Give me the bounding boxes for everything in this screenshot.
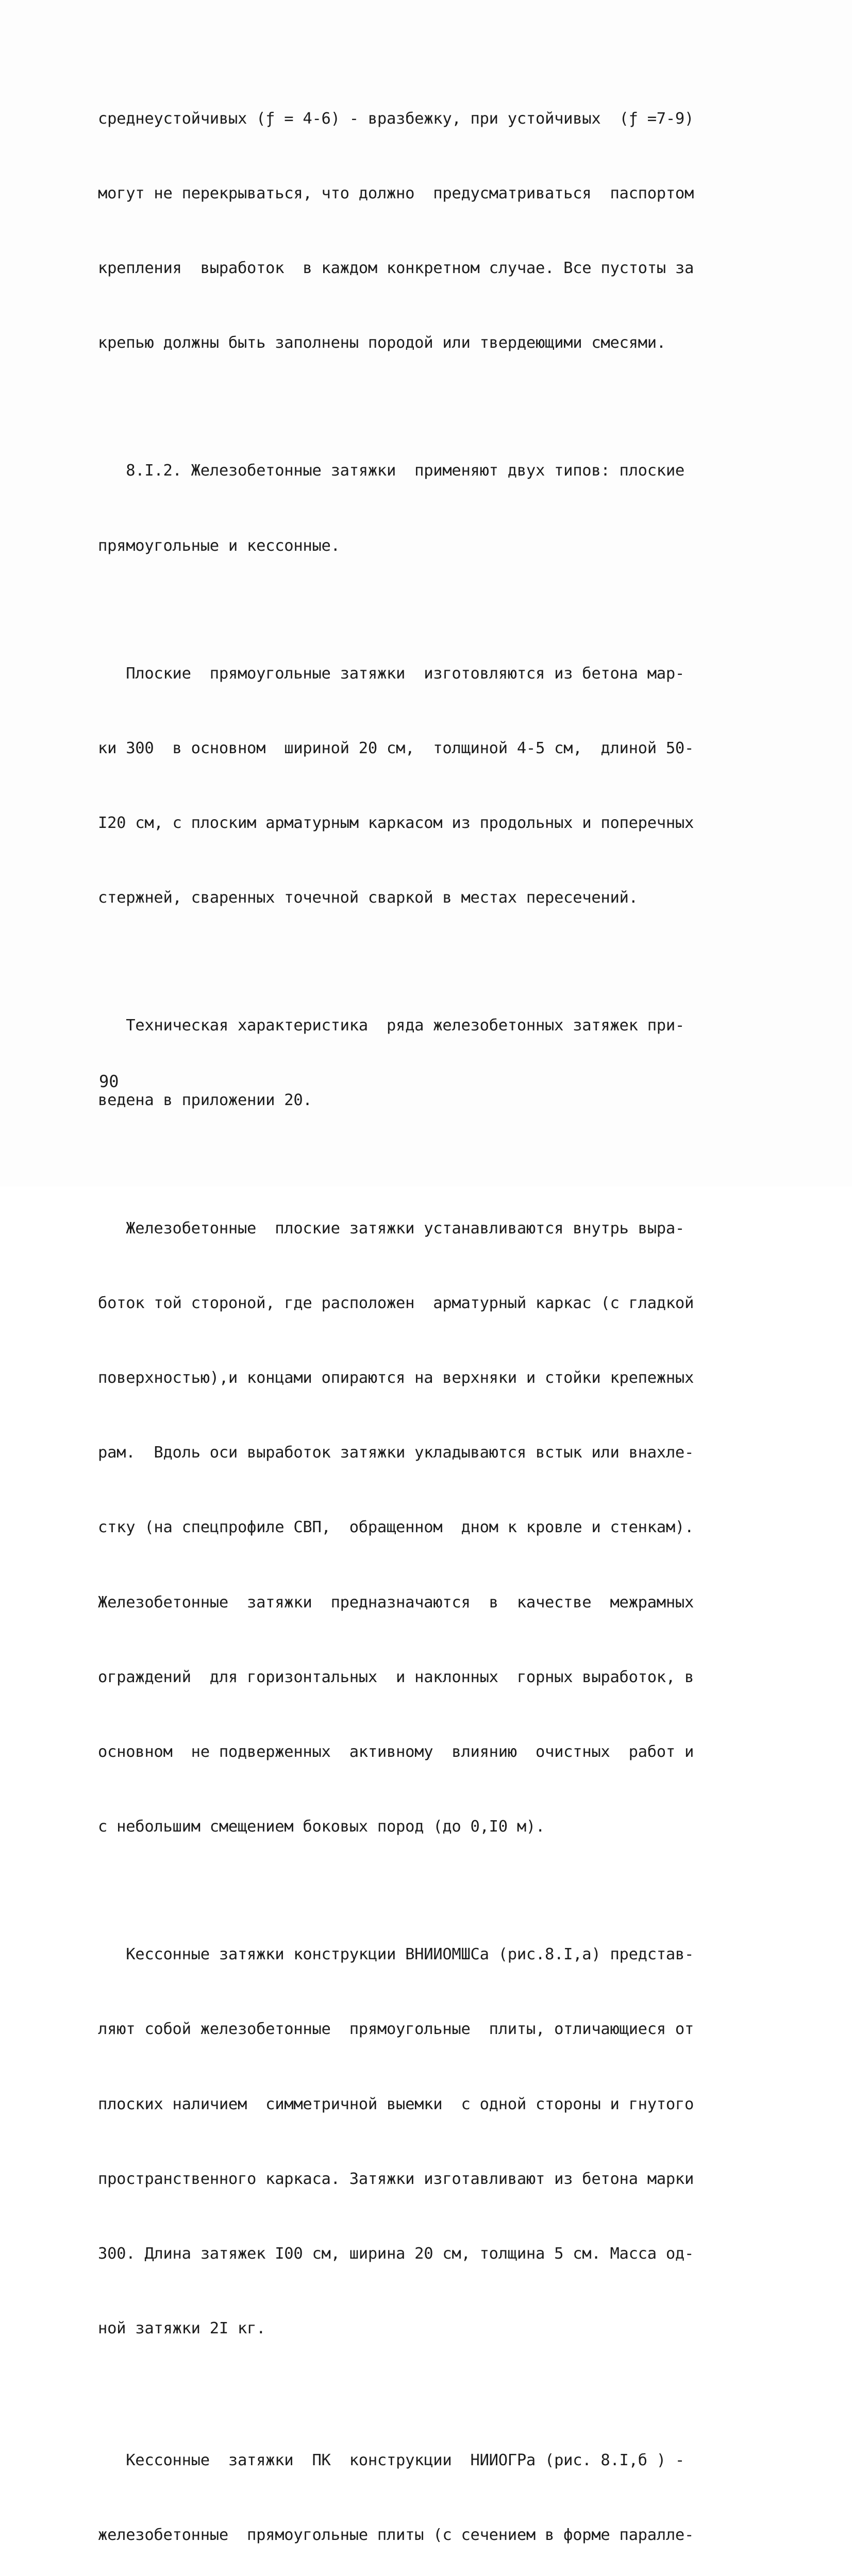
text-line: стержней, сваренных точечной сваркой в местах пересечений. bbox=[98, 889, 638, 907]
text-line: 300. Длина затяжек I00 см, ширина 20 см, толщина 5 см. Масса од- bbox=[98, 2244, 694, 2263]
text-line: ляют собой железобетонные прямоугольные плиты, отличающиеся от bbox=[98, 2020, 694, 2039]
paragraph-caisson-vniiomsha bbox=[98, 1892, 753, 2391]
text-line: крепью должны быть заполнены породой или твердеющими смесями. bbox=[98, 334, 666, 352]
text-line: I20 см, с плоским арматурным каркасом из продольных и поперечных bbox=[98, 814, 694, 833]
text-line: ки 300 в основном шириной 20 см, толщиной 4-5 см, длиной 50- bbox=[98, 739, 694, 757]
text-line: 8.I.2. Железобетонные затяжки применяют двух типов: плоские bbox=[98, 462, 684, 480]
page-number: 90 bbox=[99, 1072, 119, 1091]
text-line: плоских наличием симметричной выемки с одной стороны и гнутого bbox=[98, 2095, 694, 2113]
text-line: Техническая характеристика ряда железобетонных затяжек при- bbox=[98, 1016, 684, 1035]
paragraph-caisson-pk bbox=[98, 2398, 753, 2576]
text-line: боток той стороной, где расположен арматурный каркас (с гладкой bbox=[98, 1294, 694, 1312]
text-line: Кессонные затяжки ПК конструкции НИИОГРа (рис. 8.I,б ) - bbox=[98, 2451, 684, 2470]
text-line: ведена в приложении 20. bbox=[98, 1091, 312, 1110]
text-line: пространственного каркаса. Затяжки изготавливают из бетона марки bbox=[98, 2170, 694, 2188]
text-line: Железобетонные затяжки предназначаются в качестве межрамных bbox=[98, 1593, 694, 1612]
text-line: Железобетонные плоские затяжки устанавливаются внутрь выра- bbox=[98, 1219, 684, 1238]
paragraph-section-8-1-2 bbox=[98, 409, 753, 608]
paragraph-technical-spec bbox=[98, 963, 753, 1163]
body-text bbox=[98, 57, 753, 2576]
paragraph-installation bbox=[98, 1166, 753, 1890]
text-line: железобетонные прямоугольные плиты (с сечением в форме паралле- bbox=[98, 2526, 694, 2545]
text-line: ной затяжки 2I кг. bbox=[98, 2319, 266, 2338]
text-line: стку (на спецпрофиле СВП, обращенном дном к кровле и стенкам). bbox=[98, 1518, 694, 1537]
text-line: среднеустойчивых (ƒ = 4-6) - вразбежку, при устойчивых (ƒ =7-9) bbox=[98, 109, 694, 128]
text-line: основном не подверженных активному влиянию очистных работ и bbox=[98, 1742, 694, 1761]
text-line: могут не перекрываться, что должно предусматриваться паспортом bbox=[98, 184, 694, 203]
text-line: Кессонные затяжки конструкции ВНИИОМШСа (рис.8.I,а) представ- bbox=[98, 1945, 694, 1964]
paragraph-lining-spacing bbox=[98, 57, 753, 406]
paragraph-flat-lagging bbox=[98, 612, 753, 961]
text-line: крепления выработок в каждом конкретном случае. Все пустоты за bbox=[98, 259, 694, 278]
text-line: прямоугольные и кессонные. bbox=[98, 536, 340, 555]
text-line: Плоские прямоугольные затяжки изготовляются из бетона мар- bbox=[98, 664, 684, 683]
text-line: поверхностью),и концами опираются на верхняки и стойки крепежных bbox=[98, 1368, 694, 1387]
text-line: с небольшим смещением боковых пород (до 0,I0 м). bbox=[98, 1818, 545, 1836]
text-line: рам. Вдоль оси выработок затяжки укладываются встык или внахле- bbox=[98, 1444, 694, 1462]
text-line: ограждений для горизонтальных и наклонных горных выработок, в bbox=[98, 1668, 694, 1686]
